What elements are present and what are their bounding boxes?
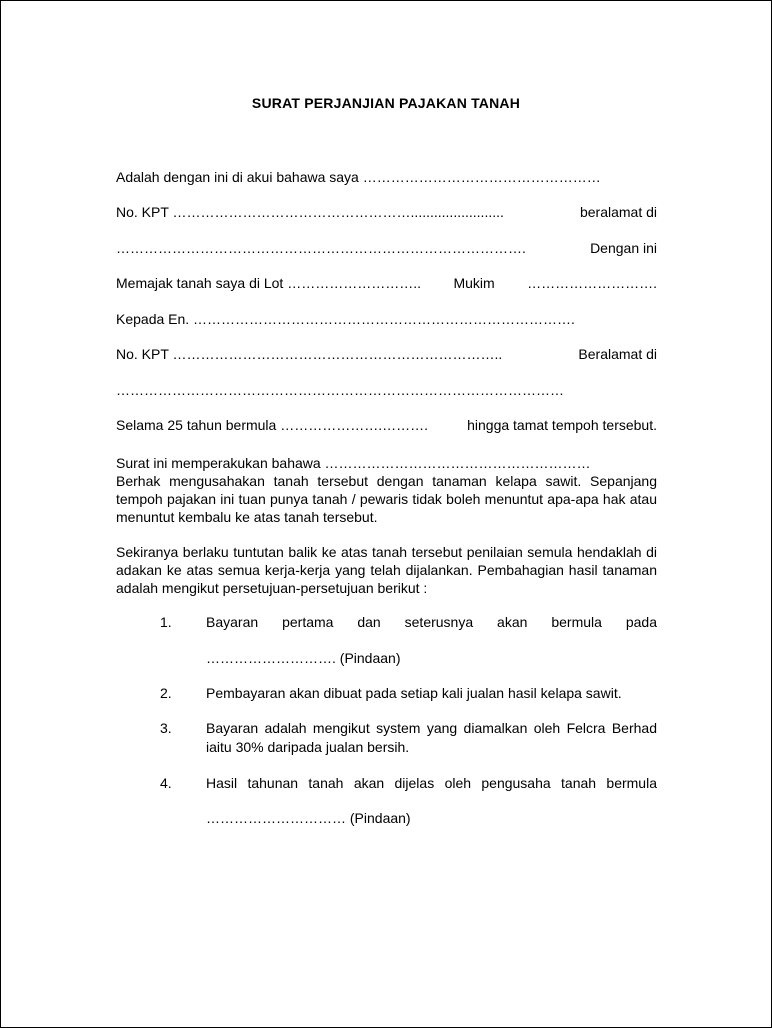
paragraph-memperakukan bbox=[116, 454, 657, 526]
item-1-word: akan bbox=[497, 614, 528, 630]
kpt-1-address-label: beralamat di bbox=[579, 204, 657, 220]
line-lot-mukim bbox=[116, 274, 657, 293]
mukim-field: ………………………. bbox=[527, 275, 657, 291]
item-1-text bbox=[206, 613, 657, 632]
item-1-word: dan bbox=[357, 614, 381, 630]
kpt-1-field: No. KPT ……………………………………………........................ bbox=[116, 204, 504, 220]
document-title: SURAT PERJANJIAN PAJAKAN TANAH bbox=[251, 95, 521, 111]
item-1-word: pada bbox=[625, 614, 657, 630]
paragraph-memperakukan-first: Surat ini memperakukan bahawa ………………………………………………… bbox=[116, 455, 591, 471]
tempoh-suffix: hingga tamat tempoh tersebut. bbox=[467, 417, 657, 433]
item-4-word: tahunan bbox=[247, 775, 299, 791]
item-1-number: 1. bbox=[160, 614, 172, 630]
item-2-number: 2. bbox=[160, 685, 172, 701]
item-3-number: 3. bbox=[160, 720, 172, 736]
item-4-word: akan bbox=[353, 775, 385, 791]
item-4-word: oleh bbox=[444, 775, 472, 791]
line-address-1 bbox=[116, 239, 657, 258]
line-declaration: Adalah dengan ini di akui bahawa saya …………………………………………… bbox=[116, 169, 601, 185]
paragraph-memperakukan-body: Berhak mengusahakan tanah tersebut dengan tanaman kelapa sawit. Sepanjang tempoh pajakan ini tuan punya tanah / pewaris tidak boleh menuntut apa-apa hak atau menuntut kembalu ke atas tanah tersebut. bbox=[116, 473, 657, 525]
tempoh-field: Selama 25 tahun bermula ………………….………. bbox=[116, 417, 428, 433]
item-4-word: dijelas bbox=[394, 775, 435, 791]
item-4-word: bermula bbox=[606, 775, 657, 791]
item-1-word: bermula bbox=[551, 614, 602, 630]
item-2-text: Pembayaran akan dibuat pada setiap kali jualan hasil kelapa sawit. bbox=[206, 685, 622, 701]
line-kpt-1 bbox=[116, 203, 657, 222]
kpt-2-field: No. KPT …………………………………………………………….. bbox=[116, 346, 503, 362]
item-4-word: Hasil bbox=[206, 775, 238, 791]
line-tempoh bbox=[116, 416, 657, 435]
address-1-suffix: Dengan ini bbox=[590, 240, 657, 256]
item-3-text: Bayaran adalah mengikut system yang diamalkan oleh Felcra Berhad iaitu 30% daripada jualan bersih. bbox=[206, 720, 657, 755]
item-1-word: seterusnya bbox=[404, 614, 474, 630]
paragraph-tuntutan: Sekiranya berlaku tuntutan balik ke atas tanah tersebut penilaian semula hendaklah di adakan ke atas semua kerja-kerja yang telah dijalankan. Pembahagian hasil tanaman adalah mengikut persetujuan-persetujuan berikut : bbox=[116, 544, 657, 596]
mukim-label: Mukim bbox=[453, 275, 495, 291]
line-address-2: …………………………………………………………………………………… bbox=[116, 382, 564, 398]
item-4-text bbox=[206, 774, 657, 793]
address-1-field: ……………………………………………………………………………. bbox=[116, 240, 526, 256]
kpt-2-address-label: Beralamat di bbox=[578, 346, 657, 362]
item-4-word: pengusaha bbox=[481, 775, 551, 791]
item-1-word: pertama bbox=[282, 614, 334, 630]
line-kepada: Kepada En. ………………………………………………………………………. bbox=[116, 311, 575, 327]
line-kpt-2 bbox=[116, 345, 657, 364]
item-1-word: Bayaran bbox=[206, 614, 259, 630]
item-4-word: tanah bbox=[561, 775, 597, 791]
lot-field: Memajak tanah saya di Lot ……………………….. bbox=[116, 275, 421, 291]
item-4-amendment: ………………………… (Pindaan) bbox=[206, 810, 411, 826]
item-1-amendment: ………………………. (Pindaan) bbox=[206, 650, 401, 666]
item-4-number: 4. bbox=[160, 775, 172, 791]
item-4-word: tanah bbox=[308, 775, 344, 791]
